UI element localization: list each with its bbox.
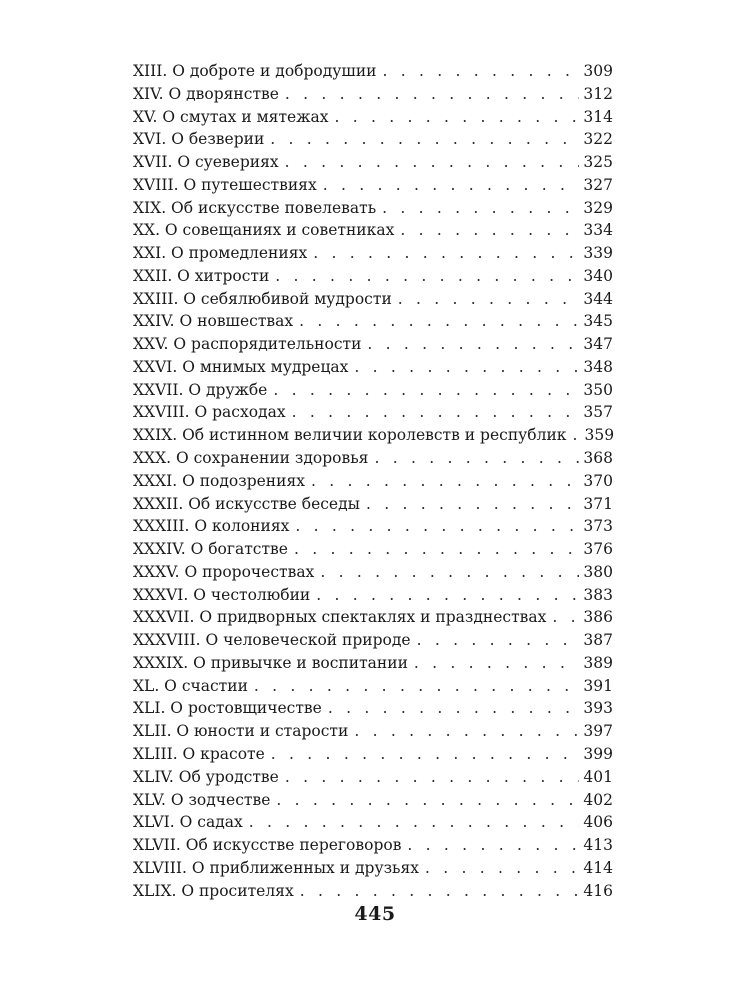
toc-entry [133, 151, 613, 174]
toc-entry-title: XXXI. О подозрениях [133, 471, 305, 490]
toc-entry [133, 606, 613, 629]
toc-dot-leader [276, 789, 579, 812]
toc-dot-leader [270, 128, 579, 151]
toc-entry [133, 811, 613, 834]
toc-entry [133, 880, 613, 903]
toc-entry [133, 401, 613, 424]
toc-entry-title: XLV. О зодчестве [133, 790, 271, 809]
toc-entry-title: XXIV. О новшествах [133, 312, 294, 331]
toc-entry [133, 424, 613, 447]
toc-entry-title: XL. О счастии [133, 676, 248, 695]
toc-entry-page: 350 [583, 380, 613, 399]
toc-entry-page: 345 [583, 312, 613, 331]
toc-dot-leader [295, 515, 579, 538]
toc-entry [133, 857, 613, 880]
toc-dot-leader [292, 401, 580, 424]
toc-dot-leader [398, 288, 580, 311]
toc-entry [133, 720, 613, 743]
toc-dot-leader [300, 880, 580, 903]
toc-entry [133, 515, 613, 538]
toc-entry [133, 288, 613, 311]
toc-dot-leader [254, 675, 580, 698]
toc-entry-title: XVII. О суевериях [133, 153, 279, 172]
toc-entry-page: 389 [583, 653, 613, 672]
toc-entry-page: 359 [584, 426, 615, 445]
toc-entry-page: 406 [583, 813, 613, 832]
toc-dot-leader [552, 606, 579, 629]
toc-entry-title: XXIII. О себялюбивой мудрости [133, 289, 392, 308]
toc-entry-page: 386 [583, 608, 613, 627]
toc-entry-title: XIX. Об искусстве повелевать [133, 198, 377, 217]
toc-entry-title: XX. О совещаниях и советниках [133, 221, 395, 240]
toc-entry [133, 174, 613, 197]
toc-entry-title: XIII. О доброте и добродушии [133, 62, 377, 80]
toc-entry-title: XVIII. О путешествиях [133, 175, 317, 194]
toc-entry-page: 347 [583, 335, 613, 354]
toc-entry-page: 344 [583, 289, 613, 308]
toc-dot-leader [354, 356, 579, 379]
toc-entry-title: XLVIII. О приближенных и друзьях [133, 858, 419, 877]
toc-entry-page: 314 [583, 107, 613, 126]
toc-entry [133, 106, 613, 129]
toc-dot-leader [294, 538, 579, 561]
toc-entry-title: XXVII. О дружбе [133, 380, 268, 399]
toc-entry-page: 402 [583, 790, 613, 809]
toc-entry-title: XXXIX. О привычке и воспитании [133, 653, 408, 672]
toc-entry [133, 834, 613, 857]
toc-entry-page: 383 [583, 585, 613, 604]
toc-entry-title: XXVI. О мнимых мудрецах [133, 357, 349, 376]
toc-entry [133, 219, 613, 242]
toc-entry [133, 652, 613, 675]
toc-dot-leader [273, 379, 579, 402]
toc-entry-page: 391 [583, 676, 613, 695]
toc-entry-page: 371 [583, 494, 613, 513]
toc-dot-leader [285, 83, 579, 106]
toc-dot-leader [299, 310, 579, 333]
toc-entry-title: XLIX. О просителях [133, 881, 294, 900]
toc-entry-page: 414 [583, 858, 613, 877]
toc-entry [133, 447, 613, 470]
toc-dot-leader [249, 811, 580, 834]
toc-dot-leader [382, 60, 579, 83]
toc-entry-title: XXV. О распорядительности [133, 335, 362, 354]
toc-entry [133, 766, 613, 789]
toc-dot-leader [271, 743, 580, 766]
toc-entry [133, 697, 613, 720]
toc-entry-page: 393 [583, 699, 613, 718]
toc-entry [133, 561, 613, 584]
toc-entry-page: 368 [583, 449, 613, 468]
toc-dot-leader [316, 584, 579, 607]
toc-dot-leader [374, 447, 579, 470]
table-of-contents [133, 60, 613, 902]
toc-entry-page: 370 [583, 471, 613, 490]
toc-entry [133, 675, 613, 698]
toc-entry-page: 329 [583, 198, 613, 217]
toc-entry-page: 325 [583, 153, 613, 172]
toc-entry-page: 387 [583, 631, 613, 650]
toc-entry [133, 333, 613, 356]
toc-entry-page: 373 [583, 517, 613, 536]
toc-dot-leader [285, 151, 580, 174]
toc-entry-page: 401 [583, 767, 613, 786]
toc-entry-title: XLII. О юности и старости [133, 722, 349, 741]
toc-entry-page: 348 [583, 357, 613, 376]
toc-entry-page: 413 [583, 836, 613, 855]
toc-entry [133, 470, 613, 493]
toc-entry-title: XIV. О дворянстве [133, 84, 279, 103]
toc-entry-title: XXXV. О пророчествах [133, 562, 315, 581]
toc-entry [133, 789, 613, 812]
toc-entry-title: XLIV. Об уродстве [133, 767, 279, 786]
toc-entry-page: 397 [583, 722, 613, 741]
toc-entry-page: 416 [583, 881, 613, 900]
toc-entry-page: 340 [583, 266, 613, 285]
toc-entry-title: XXXIV. О богатстве [133, 540, 288, 559]
toc-entry [133, 310, 613, 333]
toc-entry [133, 197, 613, 220]
toc-entry-page: 357 [583, 403, 613, 422]
toc-entry-page: 322 [583, 130, 613, 149]
toc-entry [133, 242, 613, 265]
toc-entry [133, 493, 613, 516]
toc-entry [133, 60, 613, 83]
toc-dot-leader [367, 333, 579, 356]
toc-entry-title: XXXIII. О колониях [133, 517, 290, 536]
toc-dot-leader [414, 652, 580, 675]
toc-dot-leader [407, 834, 579, 857]
toc-entry [133, 128, 613, 151]
toc-dot-leader [313, 242, 579, 265]
toc-entry [133, 83, 613, 106]
toc-dot-leader [572, 424, 580, 447]
toc-dot-leader [285, 766, 580, 789]
toc-dot-leader [328, 697, 580, 720]
toc-entry [133, 743, 613, 766]
toc-dot-leader [323, 174, 580, 197]
toc-dot-leader [425, 857, 579, 880]
toc-entry-page: 339 [583, 244, 613, 263]
toc-dot-leader [366, 493, 579, 516]
toc-entry [133, 584, 613, 607]
toc-entry-title: XXXVI. О честолюбии [133, 585, 311, 604]
toc-entry-page: 376 [583, 540, 613, 559]
toc-dot-leader [354, 720, 579, 743]
page-number: 445 [354, 903, 396, 925]
toc-entry [133, 356, 613, 379]
toc-entry-title: XLVII. Об искусстве переговоров [133, 836, 402, 855]
toc-entry-title: XLIII. О красоте [133, 744, 265, 763]
toc-entry-title: XXXVII. О придворных спектаклях и празднествах [133, 608, 547, 627]
toc-dot-leader [382, 197, 579, 220]
toc-dot-leader [275, 265, 579, 288]
toc-entry-title: XV. О смутах и мятежах [133, 107, 329, 126]
toc-dot-leader [400, 219, 579, 242]
toc-entry-title: XVI. О безверии [133, 130, 265, 149]
toc-entry [133, 265, 613, 288]
toc-entry-page: 380 [583, 562, 613, 581]
toc-entry-title: XXVIII. О расходах [133, 403, 286, 422]
toc-entry-title: XXX. О сохранении здоровья [133, 449, 369, 468]
toc-dot-leader [334, 106, 579, 129]
toc-entry [133, 379, 613, 402]
toc-entry-page: 312 [583, 84, 613, 103]
toc-entry-title: XLI. О ростовщичестве [133, 699, 322, 718]
toc-entry-page: 327 [583, 175, 613, 194]
toc-entry-title: XXXII. Об искусстве беседы [133, 494, 360, 513]
toc-entry-page: 334 [583, 221, 613, 240]
toc-dot-leader [311, 470, 579, 493]
toc-entry-title: XXXVIII. О человеческой природе [133, 631, 411, 650]
toc-dot-leader [417, 629, 580, 652]
toc-entry-page: 309 [583, 62, 613, 80]
toc-entry-page: 399 [583, 744, 613, 763]
toc-entry-title: XXI. О промедлениях [133, 244, 308, 263]
toc-entry-title: XXIX. Об истинном величии королевств и республик [133, 426, 567, 445]
toc-entry [133, 538, 613, 561]
toc-entry-title: XXII. О хитрости [133, 266, 270, 285]
toc-entry [133, 629, 613, 652]
toc-dot-leader [320, 561, 579, 584]
toc-entry-title: XLVI. О садах [133, 813, 243, 832]
